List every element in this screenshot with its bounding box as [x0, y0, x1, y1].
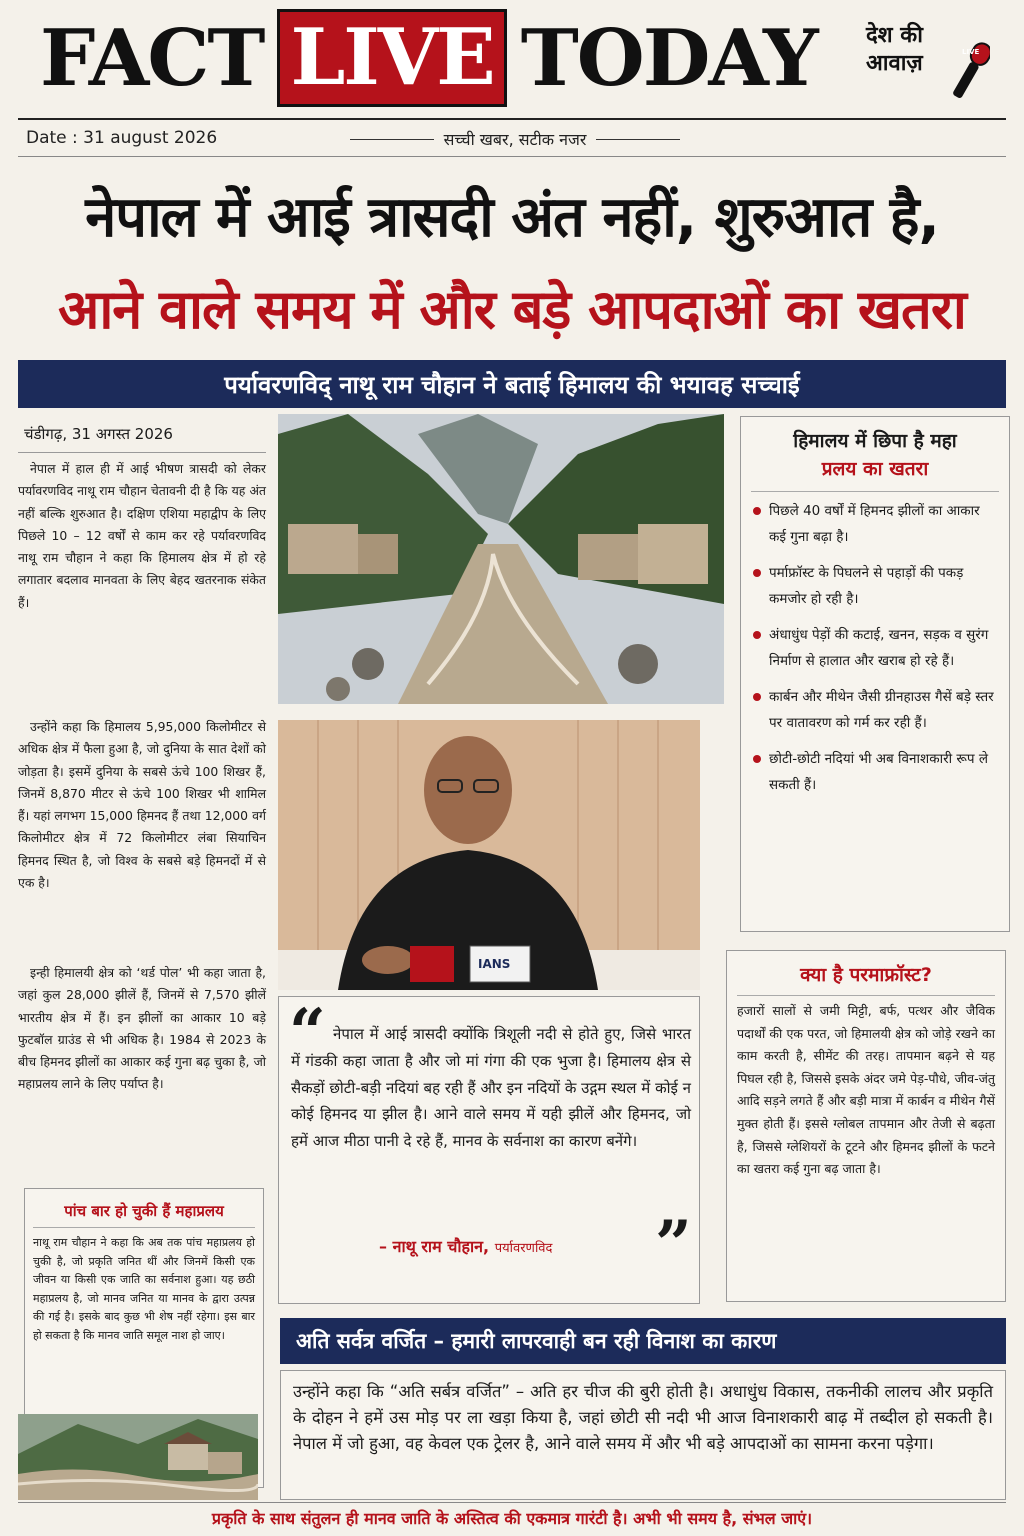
headline-line-1: नेपाल में आई त्रासदी अंत नहीं, शुरुआत है, [85, 185, 939, 250]
article-paragraph-1: नेपाल में हाल ही में आई भीषण त्रासदी को लेकर पर्यावरणविद नाथू राम चौहान चेतावनी दी है कि यह अंत नहीं बल्कि शुरुआत है। दक्षिण एशिया महाद्वीप के लिए पिछले 10 – 12 वर्षों से काम कर रहे पर्यावरणविद नाथू राम चौहान ने कहा कि हिमालय क्षेत्र में हो रहे लगातार बदलाव मानवता के लिए बेहद खतरनाक संकेत हैं। [18, 461, 266, 610]
masthead-live: LIVE [277, 9, 506, 107]
footer-message: प्रकृति के साथ संतुलन ही मानव जाति के अस्तित्व की एकमात्र गारंटी है। अभी भी समय है, संभल जाएं। [211, 1509, 813, 1528]
masthead-fact: FACT [40, 12, 264, 104]
risk-rule [751, 491, 999, 492]
article-paragraph-2: उन्होंने कहा कि हिमालय 5,95,000 किलोमीटर से अधिक क्षेत्र में फैला हुआ है, जो दुनिया के सात देशों को जोड़ता है। इसमें दुनिया के सबसे ऊंचे 100 शिखर हैं, जिनमें 8,870 मीटर से ऊंचे 100 शिखर भी शामिल हैं। यहां लगभग 15,000 हिमनद हैं तथा 12,000 वर्ग किलोमीटर क्षेत्र में 72 किलोमीटर लंबा सियाचिन हिमनद स्थित है, जो विश्व के सबसे बड़े हिमनदों में से एक है। [18, 719, 266, 891]
masthead-rule [18, 118, 1006, 120]
quote-box [278, 996, 700, 1304]
risk-item: कार्बन और मीथेन जैसी ग्रीनहाउस गैसें बड़े स्तर पर वातावरण को गर्म कर रही हैं। [753, 684, 997, 736]
five-extinctions-title: पांच बार हो चुकी हैं महाप्रलय [33, 1189, 255, 1228]
risk-title [741, 417, 1009, 483]
quote-text: नेपाल में आई त्रासदी क्योंकि त्रिशूली नदी से होते हुए, जिसे भारत में गंडकी कहा जाता है और जो मां गंगा की एक भुजा है। हिमालय क्षेत्र से सैकड़ों छोटी-बड़ी नदियां बह रही हैं और इन नदियों के उद्गम स्थल में कोई न कोई हिमनद या झील है। आने वाले समय में यही झीलें और हिमनद, जो हमें आज मीठा पानी दे रहे हैं, मानव के सर्वनाश का कारण बनेंगे। [291, 1025, 691, 1151]
risk-item: पर्माफ्रॉस्ट के पिघलने से पहाड़ों की पकड़ कमजोर हो रही है। [753, 560, 997, 612]
masthead-title [40, 8, 817, 108]
open-quote-icon: “ [289, 995, 326, 1070]
five-extinctions-text: नाथू राम चौहान ने कहा कि अब तक पांच महाप्रलय हो चुकी है, जो प्रकृति जनित थीं और जिनमें किसी एक जीवन या किसी एक जाति का सर्वनाश हुआ। यह छठी महाप्रलय है, जो मानव जनित या मानव के द्वारा उत्पन्न की गई है। इसके बाद कुछ भी शेष नहीं रहेगा। इस बार हो सकता है कि मानव जाति समूल नाश हो जाए। [33, 1236, 255, 1342]
close-quote-icon: ” [655, 1207, 692, 1282]
risk-title-line-2: प्रलय का खतरा [821, 458, 929, 480]
masthead-rule-thin [18, 156, 1006, 157]
risk-item: अंधाधुंध पेड़ों की कटाई, खनन, सड़क व सुरंग निर्माण से हालात और खराब हो रहे हैं। [753, 622, 997, 674]
microphone-icon [950, 36, 990, 106]
subheadline-band: पर्यावरणविद् नाथू राम चौहान ने बताई हिमालय की भयावह सच्चाई [18, 360, 1006, 408]
issue-date: Date : 31 august 2026 [26, 128, 218, 148]
conclusion-text: उन्होंने कहा कि “अति सर्बत्र वर्जित” – अति हर चीज की बुरी होती है। अधाधुंध विकास, तकनीकी लालच और प्रकृति के दोहन ने हमें उस मोड़ पर ला खड़ा किया है, जहां छोटी सी नदी भी आज विनाशकारी बाढ़ में तब्दील हो सकती है। नेपाल में जो हुआ, वह केवल एक ट्रेलर है, आने वाले समय में और भी बड़े आपदाओं का सामना करना पड़ेगा। [293, 1382, 993, 1453]
permafrost-title: क्या है परमाफ्रॉस्ट? [800, 964, 932, 986]
flood-village-image [18, 1414, 258, 1500]
permafrost-box [726, 950, 1006, 1302]
risk-item: पिछले 40 वर्षों में हिमनद झीलों का आकार कई गुना बढ़ा है। [753, 498, 997, 550]
quote-author-name: – नाथू राम चौहान, [379, 1237, 490, 1256]
section-band: अति सर्वत्र वर्जित – हमारी लापरवाही बन रही विनाश का कारण [280, 1318, 1006, 1364]
slogan-line-right [596, 139, 680, 140]
risk-item: छोटी-छोटी नदियां भी अब विनाशकारी रूप ले सकती हैं। [753, 746, 997, 798]
risk-list [741, 498, 1009, 798]
environmentalist-portrait [278, 720, 700, 990]
permafrost-rule [737, 995, 995, 996]
quote-author-role: पर्यावरणविद [494, 1241, 553, 1256]
slogan [350, 128, 680, 150]
tagline-line-2: आवाज़ [866, 51, 923, 76]
slogan-text: सच्ची खबर, सटीक नजर [443, 130, 587, 149]
left-column [18, 414, 266, 1497]
risk-title-line-1: हिमालय में छिपा है महा [793, 430, 957, 452]
river-flood-photo [278, 414, 724, 704]
slogan-line-left [350, 139, 434, 140]
ians-mic-label: IANS [478, 957, 511, 971]
article-dateline: चंडीगढ़, 31 अगस्त 2026 [24, 425, 173, 443]
mic-live-label: LIVE [962, 48, 980, 56]
article-paragraph-3: इन्ही हिमालयी क्षेत्र को ‘थर्ड पोल’ भी कहा जाता है, जहां कुल 28,000 झीलें हैं, जिनमें से 7,570 झीलें भारतीय क्षेत्र में हैं। इन झीलों का आकार 10 बड़े फुटबॉल ग्राउंड से भी अधिक है। 1984 से 2023 के बीच हिमनद झीलों का आकार कई गुना बढ़ चुका है, जो महाप्रलय लाने के लिए पर्याप्त है। [18, 965, 266, 1092]
quote-author [379, 1235, 552, 1257]
flood-village-photo [18, 1414, 258, 1500]
footer-rule [18, 1502, 1006, 1503]
conclusion-box [280, 1370, 1006, 1500]
permafrost-text: हजारों सालों से जमी मिट्टी, बर्फ, पत्थर और जैविक पदार्थों की एक परत, जो हिमालयी क्षेत्र को जोड़े रखने का काम करती है, सीमेंट की तरह। तापमान बढ़ने से यह पिघल रही है, जिससे इसके अंदर जमे पेड़-पौधे, जीव-जंतु आदि सड़ने लगते हैं और बड़ी मात्रा में कार्बन व मीथेन गैसें मुक्त होती हैं। इससे ग्लोबल तापमान और तेजी से बढ़ता है, जिससे ग्लेशियरों के टूटने और हिमनद झीलों के फटने का खतरा कई गुना बढ़ जाता है। [737, 1003, 995, 1177]
river-flood-image [278, 414, 724, 704]
masthead [0, 0, 1024, 120]
himalaya-risk-box [740, 416, 1010, 932]
masthead-today: TODAY [520, 12, 817, 104]
dateline-rule [18, 452, 266, 453]
headline-line-2: आने वाले समय में और बड़े आपदाओं का खतरा [58, 278, 966, 341]
tagline-line-1: देश की [866, 23, 923, 48]
environmentalist-photo [278, 720, 700, 990]
